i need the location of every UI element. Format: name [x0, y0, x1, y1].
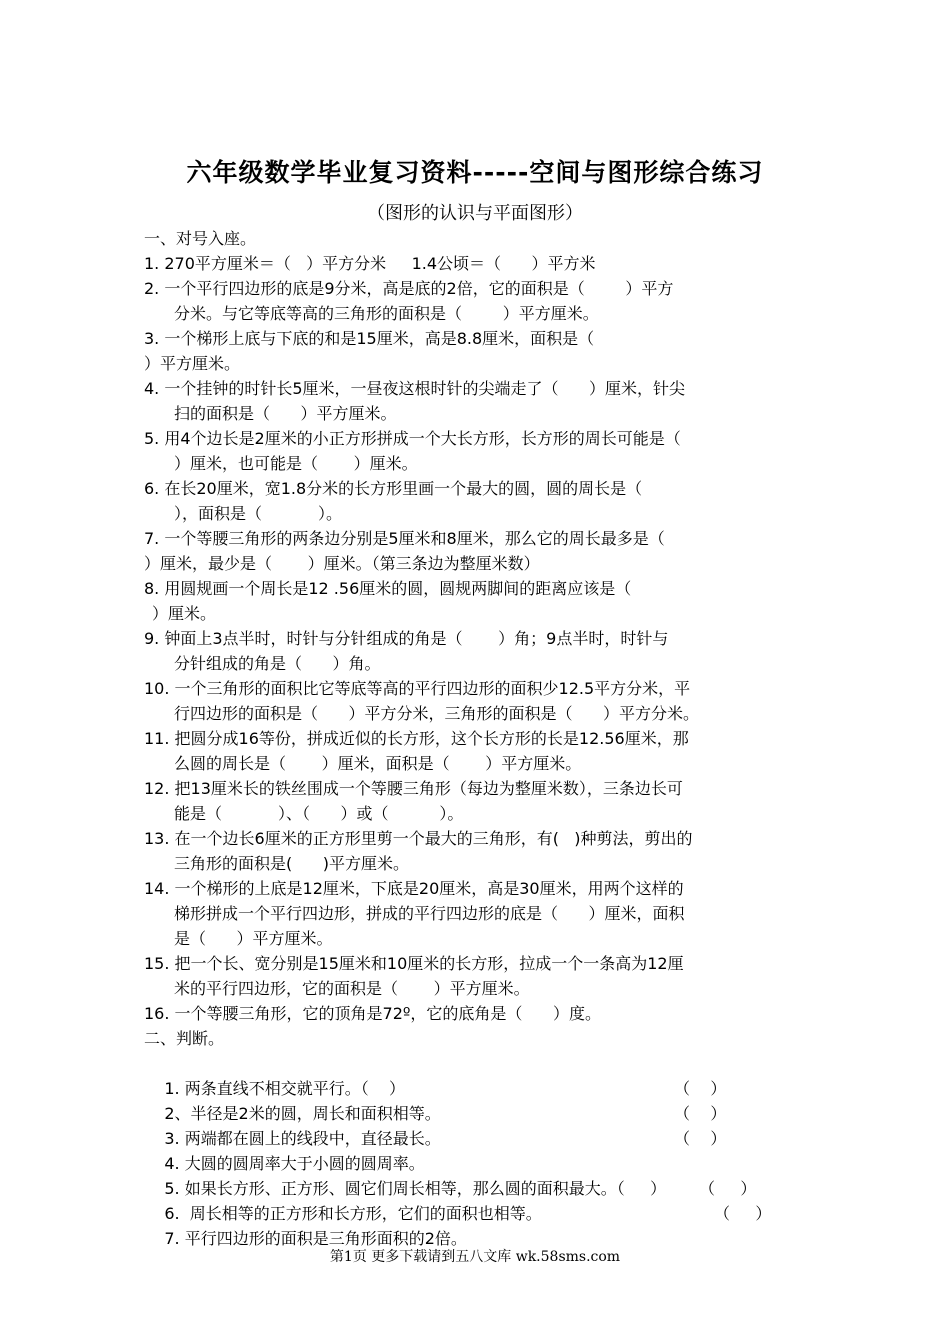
question-1: 1. 270平方厘米＝（ ）平方分米 1.4公顷＝（ ）平方米 — [144, 254, 596, 273]
judgment-2 — [144, 1076, 824, 1123]
judgment-5 — [144, 1151, 824, 1198]
question-7-cont: ）厘米，最少是（ ）厘米。（第三条边为整厘米数） — [144, 554, 540, 573]
question-11-cont: 么圆的周长是（ ）厘米，面积是（ ）平方厘米。 — [174, 754, 582, 773]
question-9-cont: 分针组成的角是（ ）角。 — [174, 654, 381, 673]
question-14-cont: 梯形拼成一个平行四边形，拼成的平行四边形的底是（ ）厘米，面积 — [174, 904, 685, 923]
page-title: 六年级数学毕业复习资料-----空间与图形综合练习 — [186, 158, 764, 187]
question-14-cont2: 是（ ）平方厘米。 — [174, 929, 333, 948]
judgment-text: 1. 两条直线不相交就平行。（ ） — [164, 1079, 406, 1098]
question-6-cont: ），面积是（ ）。 — [174, 504, 342, 523]
judgment-text: 2、半径是2米的圆，周长和面积相等。 — [164, 1104, 441, 1123]
answer-blank: （ ） — [674, 1104, 727, 1123]
judgment-text: 4. 大圆的圆周率大于小圆的圆周率。 — [164, 1154, 425, 1173]
judgment-text: 3. 两端都在圆上的线段中，直径最长。 — [164, 1129, 441, 1148]
question-5: 5. 用4个边长是2厘米的小正方形拼成一个大长方形，长方形的周长可能是（ — [144, 429, 681, 448]
question-8: 8. 用圆规画一个周长是12 .56厘米的圆，圆规两脚间的距离应该是（ — [144, 579, 632, 598]
question-10-cont: 行四边形的面积是（ ）平方分米，三角形的面积是（ ）平方分米。 — [174, 704, 700, 723]
question-8-cont: ）厘米。 — [152, 604, 217, 623]
answer-blank: （ ） — [714, 1204, 772, 1223]
question-15-cont: 米的平行四边形，它的面积是（ ）平方厘米。 — [174, 979, 530, 998]
judgment-1 — [144, 1051, 824, 1098]
question-7: 7. 一个等腰三角形的两条边分别是5厘米和8厘米，那么它的周长最多是（ — [144, 529, 665, 548]
question-12: 12. 把13厘米长的铁丝围成一个等腰三角形（每边为整厘米数），三条边长可 — [144, 779, 683, 798]
question-12-cont: 能是（ ）、（ ）或（ ）。 — [174, 804, 464, 823]
question-4: 4. 一个挂钟的时针长5厘米，一昼夜这根时针的尖端走了（ ）厘米，针尖 — [144, 379, 686, 398]
question-9: 9. 钟面上3点半时，时针与分针组成的角是（ ）角；9点半时，时针与 — [144, 629, 669, 648]
judgment-text: 7. 平行四边形的面积是三角形面积的2倍。 — [164, 1229, 467, 1248]
judgment-text: 5. 如果长方形、正方形、圆它们周长相等，那么圆的面积最大。（ ） — [164, 1179, 667, 1198]
question-10: 10. 一个三角形的面积比它等底等高的平行四边形的面积少12.5平方分米，平 — [144, 679, 691, 698]
question-4-cont: 扫的面积是（ ）平方厘米。 — [174, 404, 397, 423]
section-heading-fill: 一、对号入座。 — [144, 229, 257, 248]
question-14: 14. 一个梯形的上底是12厘米，下底是20厘米，高是30厘米，用两个这样的 — [144, 879, 684, 898]
answer-blank: （ ） — [674, 1129, 727, 1148]
question-16: 16. 一个等腰三角形，它的顶角是72º，它的底角是（ ）度。 — [144, 1004, 601, 1023]
question-5-cont: ）厘米，也可能是（ ）厘米。 — [174, 454, 418, 473]
question-11: 11. 把圆分成16等份，拼成近似的长方形，这个长方形的长是12.56厘米，那 — [144, 729, 689, 748]
question-3: 3. 一个梯形上底与下底的和是15厘米，高是8.8厘米，面积是（ — [144, 329, 595, 348]
answer-blank: （ ） — [699, 1179, 757, 1198]
question-6: 6. 在长20厘米，宽1.8分米的长方形里画一个最大的圆，圆的周长是（ — [144, 479, 643, 498]
question-13-cont: 三角形的面积是( )平方厘米。 — [174, 854, 410, 873]
judgment-7 — [144, 1201, 824, 1248]
section-heading-judge: 二、判断。 — [144, 1029, 225, 1048]
judgment-3 — [144, 1101, 824, 1148]
question-3-cont: ）平方厘米。 — [144, 354, 241, 373]
judgment-text: 6. 周长相等的正方形和长方形，它们的面积也相等。 — [164, 1204, 542, 1223]
question-2: 2. 一个平行四边形的底是9分米，高是底的2倍，它的面积是（ ）平方 — [144, 279, 674, 298]
page-footer: 第1页 更多下载请到五八文库 wk.58sms.com — [329, 1249, 621, 1265]
question-2-cont: 分米。与它等底等高的三角形的面积是（ ）平方厘米。 — [174, 304, 599, 323]
page-subtitle: （图形的认识与平面图形） — [367, 203, 583, 224]
worksheet-body — [144, 226, 824, 1248]
answer-blank: （ ） — [674, 1079, 727, 1098]
question-13: 13. 在一个边长6厘米的正方形里剪一个最大的三角形，有( )种剪法，剪出的 — [144, 829, 693, 848]
judgment-4 — [144, 1126, 824, 1173]
judgment-6 — [144, 1176, 824, 1223]
question-15: 15. 把一个长、宽分别是15厘米和10厘米的长方形，拉成一个一条高为12厘 — [144, 954, 684, 973]
